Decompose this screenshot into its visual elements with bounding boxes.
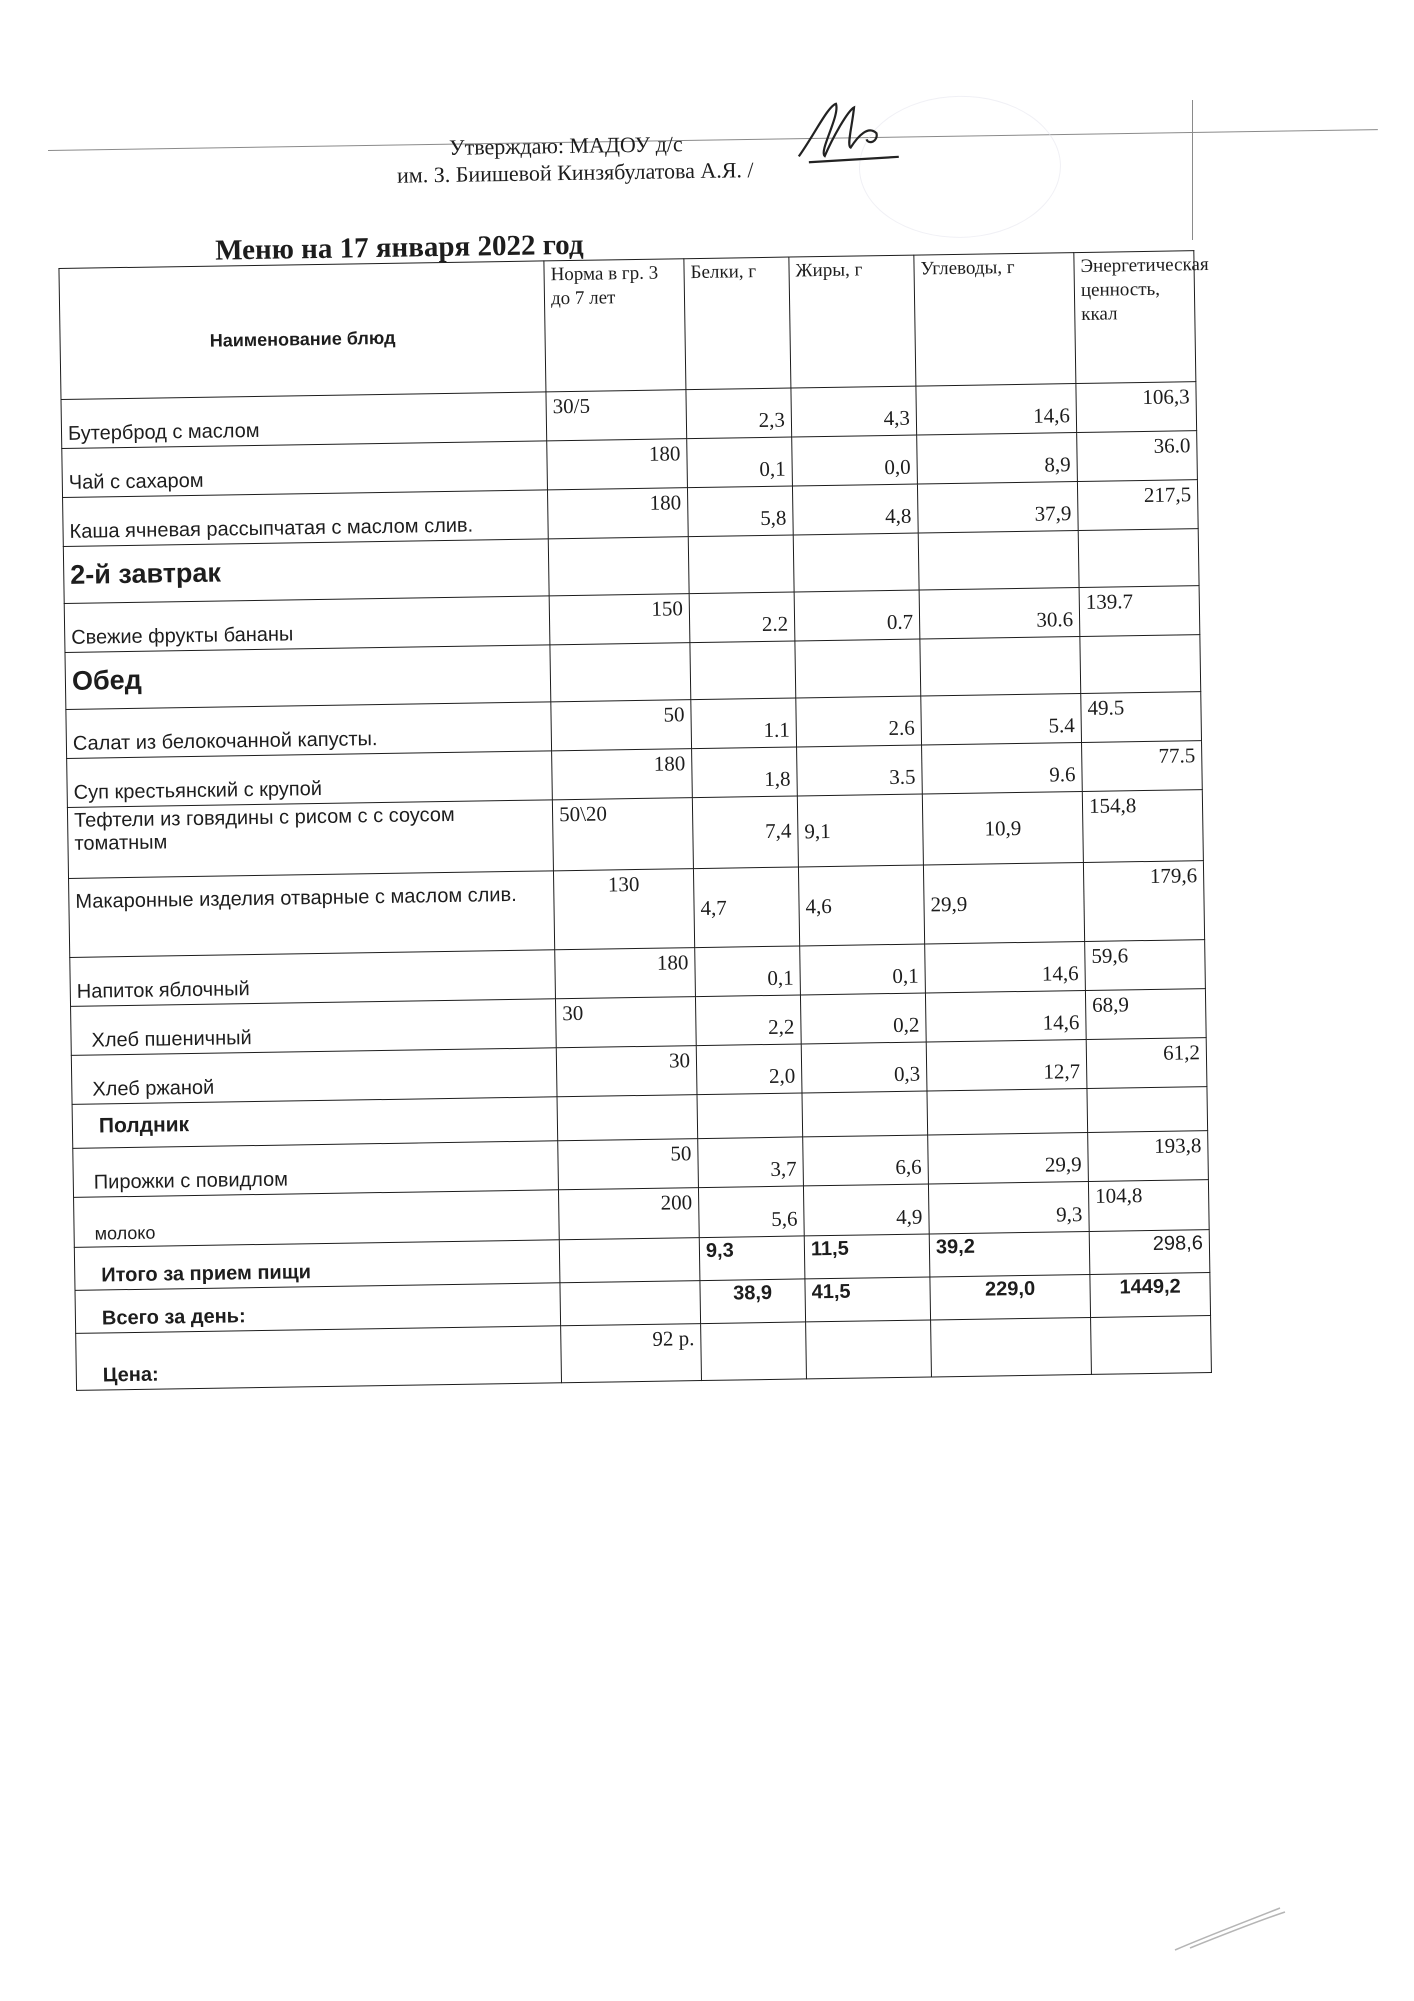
- empty-cell: [927, 1088, 1088, 1135]
- dish-energy: 139.7: [1079, 586, 1200, 637]
- empty-cell: [1091, 1316, 1212, 1375]
- dish-carbs: 29,9: [923, 863, 1084, 945]
- dish-energy: 59,6: [1085, 940, 1206, 991]
- dish-fat: 4,3: [791, 386, 917, 437]
- dish-norm: 50: [558, 1139, 699, 1190]
- dish-protein: 2,0: [696, 1044, 802, 1095]
- empty-cell: [559, 1238, 700, 1283]
- dish-carbs: 8,9: [917, 433, 1078, 485]
- dish-energy: 217,5: [1077, 480, 1198, 531]
- dish-protein: 2,2: [695, 995, 801, 1046]
- dish-norm: 30: [556, 1046, 697, 1097]
- dish-name: молоко: [74, 1190, 560, 1248]
- dish-energy: 106,3: [1076, 382, 1197, 433]
- col-header-protein: Белки, г: [684, 257, 791, 390]
- dish-name: Свежие фрукты бананы: [64, 596, 550, 653]
- approval-line-2: им. З. Биишевой Кинзябулатова А.Я. /: [396, 157, 754, 188]
- col-header-fat: Жиры, г: [789, 255, 916, 388]
- dish-carbs: 30.6: [919, 588, 1080, 640]
- dish-carbs: 9.6: [922, 743, 1083, 795]
- dish-carbs: 14,6: [916, 384, 1077, 436]
- dish-carbs: 29,9: [928, 1132, 1089, 1184]
- page-title: Меню на 17 января 2022 год: [214, 228, 584, 267]
- dish-carbs: 14,6: [925, 990, 1086, 1042]
- dish-name: Пирожки с повидлом: [73, 1141, 559, 1198]
- dish-carbs: 12,7: [926, 1039, 1087, 1091]
- col-header-name: Наименование блюд: [59, 261, 546, 400]
- empty-cell: [550, 643, 691, 702]
- dish-fat: 0,1: [800, 944, 926, 995]
- dish-energy: 179,6: [1083, 861, 1204, 942]
- empty-cell: [688, 535, 794, 594]
- dish-protein: 2,3: [686, 388, 792, 439]
- dish-norm: 50: [551, 700, 692, 751]
- empty-cell: [1078, 529, 1199, 588]
- empty-cell: [548, 537, 689, 596]
- menu-table: [58, 250, 1211, 1391]
- day-total-energy: 1449,2: [1090, 1273, 1211, 1318]
- empty-cell: [931, 1317, 1092, 1377]
- dish-energy: 193,8: [1088, 1131, 1209, 1182]
- dish-energy: 68,9: [1085, 989, 1206, 1040]
- dish-carbs: 5.4: [921, 694, 1082, 746]
- meal-total-energy: 298,6: [1089, 1230, 1210, 1275]
- day-total-protein: 38,9: [700, 1279, 806, 1324]
- dish-fat: 4,6: [798, 865, 924, 946]
- dish-name: Салат из белокочанной капусты.: [66, 702, 552, 759]
- price-value: 92 р.: [561, 1324, 702, 1383]
- dish-name: Каша ячневая рассыпчатая с маслом слив.: [63, 490, 549, 547]
- dish-name: Хлеб ржаной: [71, 1048, 557, 1105]
- dish-protein: 5,6: [698, 1186, 804, 1238]
- empty-cell: [795, 639, 921, 698]
- dish-protein: 5,8: [687, 486, 793, 537]
- dish-energy: 49.5: [1081, 692, 1202, 743]
- dish-fat: 2.6: [796, 696, 922, 747]
- empty-cell: [918, 531, 1079, 591]
- dish-name: Суп крестьянский с крупой: [67, 751, 553, 808]
- signature-mark: [788, 95, 909, 177]
- empty-cell: [1087, 1087, 1208, 1133]
- dish-norm: 30: [555, 997, 696, 1048]
- dish-norm: 180: [555, 948, 696, 999]
- dish-name: Чай с сахаром: [62, 441, 548, 498]
- empty-cell: [920, 637, 1081, 697]
- scan-scribble: [1170, 1900, 1290, 1960]
- empty-cell: [560, 1281, 701, 1326]
- dish-fat: 6,6: [803, 1135, 929, 1186]
- meal-total-fat: 11,5: [804, 1234, 930, 1279]
- empty-cell: [701, 1322, 807, 1381]
- empty-cell: [1080, 635, 1201, 694]
- dish-fat: 0.7: [794, 590, 920, 641]
- meal-total-carbs: 39,2: [929, 1231, 1090, 1277]
- dish-protein: 2.2: [689, 592, 795, 643]
- dish-carbs: 37,9: [917, 482, 1078, 534]
- dish-carbs: 14,6: [925, 941, 1086, 993]
- dish-energy: 77.5: [1082, 741, 1203, 792]
- dish-name: Макаронные изделия отварные с маслом слив.: [69, 871, 555, 958]
- section-title: Обед: [65, 645, 551, 710]
- empty-cell: [690, 641, 796, 700]
- dish-fat: 4,8: [792, 484, 918, 535]
- dish-fat: 9,1: [797, 794, 923, 867]
- dish-protein: 1,8: [692, 747, 798, 798]
- dish-energy: 104,8: [1088, 1180, 1209, 1232]
- dish-norm: 180: [547, 439, 688, 490]
- dish-fat: 3.5: [797, 745, 923, 796]
- dish-name: Тефтели из говядины с рисом с с соусом томатным: [67, 800, 553, 879]
- dish-protein: 0,1: [687, 437, 793, 488]
- empty-cell: [806, 1320, 932, 1379]
- dish-protein: 0,1: [695, 946, 801, 997]
- dish-norm: 200: [558, 1188, 699, 1240]
- dish-norm: 180: [547, 488, 688, 539]
- price-label: Цена:: [76, 1326, 562, 1391]
- dish-fat: 0,3: [801, 1042, 927, 1093]
- day-total-fat: 41,5: [805, 1277, 931, 1322]
- section-title: 2-й завтрак: [63, 539, 549, 604]
- col-header-norm: Норма в гр. 3 до 7 лет: [544, 259, 686, 392]
- dish-carbs: 10,9: [922, 792, 1083, 866]
- dish-norm: 180: [552, 749, 693, 800]
- dish-energy: 61,2: [1086, 1038, 1207, 1089]
- meal-total-protein: 9,3: [699, 1236, 805, 1281]
- dish-name: Бутерброд с маслом: [61, 392, 547, 449]
- dish-norm: 30/5: [546, 390, 687, 441]
- dish-carbs: 9,3: [928, 1181, 1089, 1234]
- meal-total-label: Итого за прием пищи: [74, 1240, 560, 1291]
- dish-norm: 150: [549, 594, 690, 645]
- day-total-label: Всего за день:: [75, 1283, 561, 1334]
- approval-line-1: Утверждаю: МАДОУ д/с: [448, 131, 683, 160]
- dish-energy: 36.0: [1077, 431, 1198, 482]
- dish-protein: 3,7: [698, 1137, 804, 1188]
- dish-fat: 0,0: [792, 435, 918, 486]
- dish-protein: 1.1: [691, 698, 797, 749]
- empty-cell: [793, 533, 919, 592]
- dish-fat: 4,9: [803, 1184, 929, 1236]
- empty-cell: [802, 1091, 928, 1137]
- dish-protein: 7,4: [692, 796, 798, 869]
- empty-cell: [557, 1095, 698, 1141]
- col-header-energy: Энергетическая ценность, ккал: [1074, 251, 1196, 384]
- table-header-row: [59, 251, 1196, 400]
- dish-energy: 154,8: [1082, 790, 1203, 863]
- approval-block: [378, 129, 753, 189]
- dish-name: Хлеб пшеничный: [71, 999, 557, 1056]
- col-header-carbs: Углеводы, г: [914, 253, 1076, 386]
- dish-norm: 50\20: [552, 798, 693, 871]
- day-total-carbs: 229,0: [930, 1274, 1091, 1320]
- dish-fat: 0,2: [800, 993, 926, 1044]
- section-title: Полдник: [72, 1097, 558, 1149]
- dish-name: Напиток яблочный: [70, 950, 556, 1007]
- dish-protein: 4,7: [693, 867, 799, 948]
- dish-norm: 130: [553, 869, 694, 950]
- empty-cell: [697, 1093, 803, 1139]
